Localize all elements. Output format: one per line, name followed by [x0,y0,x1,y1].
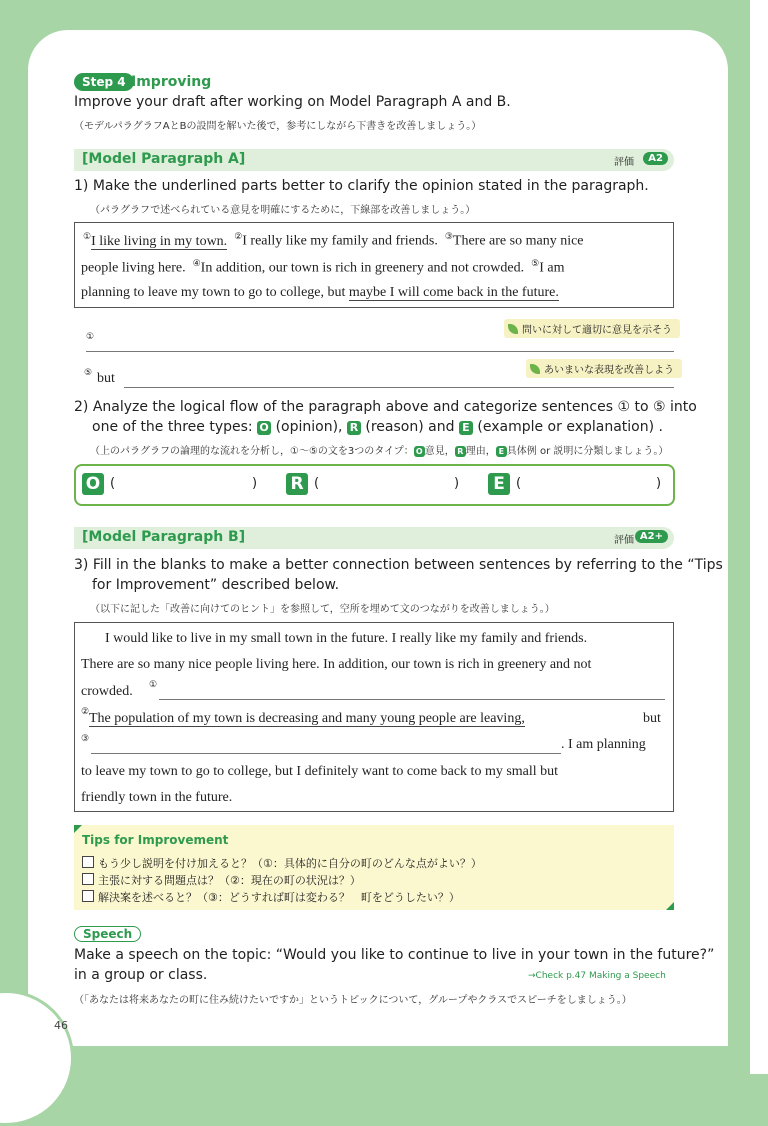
question-1-jp: （パラグラフで述べられている意見を明確にするために，下線部を改善しましょう。） [90,205,476,216]
level-badge: A2 [643,152,668,165]
eval-label: 評価 [614,157,634,168]
paragraph-b-line2: There are so many nice people living here. In addition, our town is rich in greenery and not [81,657,592,672]
underlined-sentence-1: I like living in my town. [91,233,228,249]
answer-1-number: ① [86,332,95,342]
sentence-number: ④ [192,258,201,268]
sentence-number: ③ [444,231,453,241]
tips-title: Tips for Improvement [82,833,229,847]
paragraph-b-box [74,622,674,812]
question-2-line1: 2) Analyze the logical flow of the paragraph above and categorize sentences ① to ⑤ into [74,399,697,415]
answer-5-line[interactable] [124,387,674,388]
sentence-3b: people living here. [81,260,186,276]
o-answer-field[interactable] [120,472,248,496]
tip-text: 主張に対する問題点は？（②：現在の町の状況は？） [98,874,361,887]
sentence-number: ① [83,231,92,241]
question-3-line1: 3) Fill in the blanks to make a better connection between sentences by referring to the “Tips [74,557,723,573]
e-tag: E [459,421,473,435]
paragraph-b-line4-end: but [643,711,661,726]
blank-1-number: ① [149,679,158,689]
sentence-4: In addition, our town is rich in greenery and not crowded. [200,260,525,276]
question-1: 1) Make the underlined parts better to clarify the opinion stated in the paragraph. [74,178,649,194]
step-badge: Step 4 [74,73,134,91]
paragraph-a-line2 [81,258,564,277]
sentence-number: ② [234,231,243,241]
blank-3-line[interactable] [91,753,561,754]
tip-item [82,855,482,871]
question-3-jp: （以下に記した「改善に向けてのヒント」を参照して，空所を埋めて文のつながりを改善しましょう。） [90,604,555,615]
question-2-jp [90,442,668,457]
e-answer-tag: E [488,473,510,495]
paragraph-b-line4 [89,711,525,727]
paren-close: ) [252,476,258,491]
checkbox-icon[interactable] [82,873,94,885]
q2-jp-c: 理由， [465,446,496,457]
model-a-title: [Model Paragraph A] [82,151,246,167]
model-b-header [74,527,674,549]
sentence-2-number: ② [81,706,90,716]
q2-text-d: (example or explanation) . [477,419,663,435]
speech-line2: in a group or class. [74,967,208,983]
r-answer-tag: R [286,473,308,495]
tip-text: もう少し説明を付け加えると？（①：具体的に自分の町のどんな点がよい？） [98,857,482,870]
paragraph-a-line1 [83,231,584,250]
paren-open: ( [516,476,522,491]
hint-opinion [504,319,680,338]
paragraph-a-box [74,222,674,308]
tip-item [82,889,460,905]
e-answer-field[interactable] [526,472,652,496]
page-number: 46 [54,1019,68,1032]
q2-text-c: (reason) and [365,419,455,435]
hint-opinion-text: 問いに対して適切に意見を示そう [522,325,672,336]
paren-open: ( [314,476,320,491]
eval-label: 評価 [614,535,634,546]
paren-close: ) [656,476,662,491]
tip-text: 解決案を述べると？（③：どうすれば町は変わる？ 町をどうしたい？） [98,891,460,904]
o-tag: O [257,421,271,435]
question-3-line2: for Improvement” described below. [92,577,340,593]
speech-line1: Make a speech on the topic: “Would you like to continue to live in your town in the future?” [74,947,715,963]
hint-vague-text: あいまいな表現を改善しよう [544,365,674,376]
check-link[interactable]: →Check p.47 Making a Speech [528,971,666,981]
paragraph-b-line1: I would like to live in my small town in the future. I really like my family and friends. [105,631,588,646]
question-2-line2 [92,419,663,435]
q2-text-b: (opinion), [275,419,343,435]
e-tag-small: E [496,446,507,457]
o-tag-small: O [414,446,425,457]
r-tag: R [347,421,361,435]
hint-vague [526,359,682,378]
step-title: Improving [131,74,212,90]
r-answer-field[interactable] [324,472,450,496]
sentence-5b: planning to leave my town to go to college, but [81,285,346,300]
answer-1-line[interactable] [86,351,674,352]
right-margin [750,0,768,1074]
speech-jp: （「あなたは将来あなたの町に住み続けたいですか」というトピックについて，グループやクラスでスピーチをしましょう。） [74,995,632,1006]
q2-jp-a: （上のパラグラフの論理的な流れを分析し，①〜⑤の文を3つのタイプ： [90,446,414,457]
paragraph-b-line3: crowded. [81,684,133,699]
r-tag-small: R [455,446,466,457]
blank-1-line[interactable] [159,699,665,700]
sentence-2: I really like my family and friends. [242,233,438,249]
leaf-icon [530,364,540,374]
blank-3-number: ③ [81,733,90,743]
sentence-number: ⑤ [531,258,540,268]
paragraph-a-line3 [81,285,559,301]
leaf-icon [508,324,518,334]
model-a-header [74,149,674,171]
categorize-box [74,464,675,506]
answer-5-prefix: but [97,371,115,386]
checkbox-icon[interactable] [82,856,94,868]
underlined-sentence: The population of my town is decreasing and many young people are leaving, [89,711,525,726]
model-b-title: [Model Paragraph B] [82,529,246,545]
q2-text-a: one of the three types: [92,419,253,435]
paren-close: ) [454,476,460,491]
tips-box [74,825,674,910]
corner-triangle-icon [74,825,82,833]
paragraph-b-line5-end: . I am planning [561,737,646,752]
paren-open: ( [110,476,116,491]
q2-jp-b: 意見， [424,446,455,457]
paragraph-b-line6: to leave my town to go to college, but I definitely want to come back to my small but [81,764,559,779]
answer-5-number: ⑤ [84,368,93,378]
q2-jp-d: 具体例 or 説明に分類しましょう。） [506,446,669,457]
checkbox-icon[interactable] [82,890,94,902]
paragraph-b-line7: friendly town in the future. [81,790,233,805]
level-badge: A2+ [635,530,668,543]
corner-triangle-icon [666,902,674,910]
sentence-5a: I am [539,260,565,276]
sentence-3a: There are so many nice [452,233,584,249]
o-answer-tag: O [82,473,104,495]
tip-item [82,872,361,888]
speech-badge: Speech [74,926,141,942]
step-instruction: Improve your draft after working on Model Paragraph A and B. [74,94,511,110]
underlined-sentence-5: maybe I will come back in the future. [348,285,559,300]
step-instruction-jp: （モデルパラグラフAとBの設問を解いた後で，参考にしながら下書きを改善しましょう。） [74,121,482,132]
